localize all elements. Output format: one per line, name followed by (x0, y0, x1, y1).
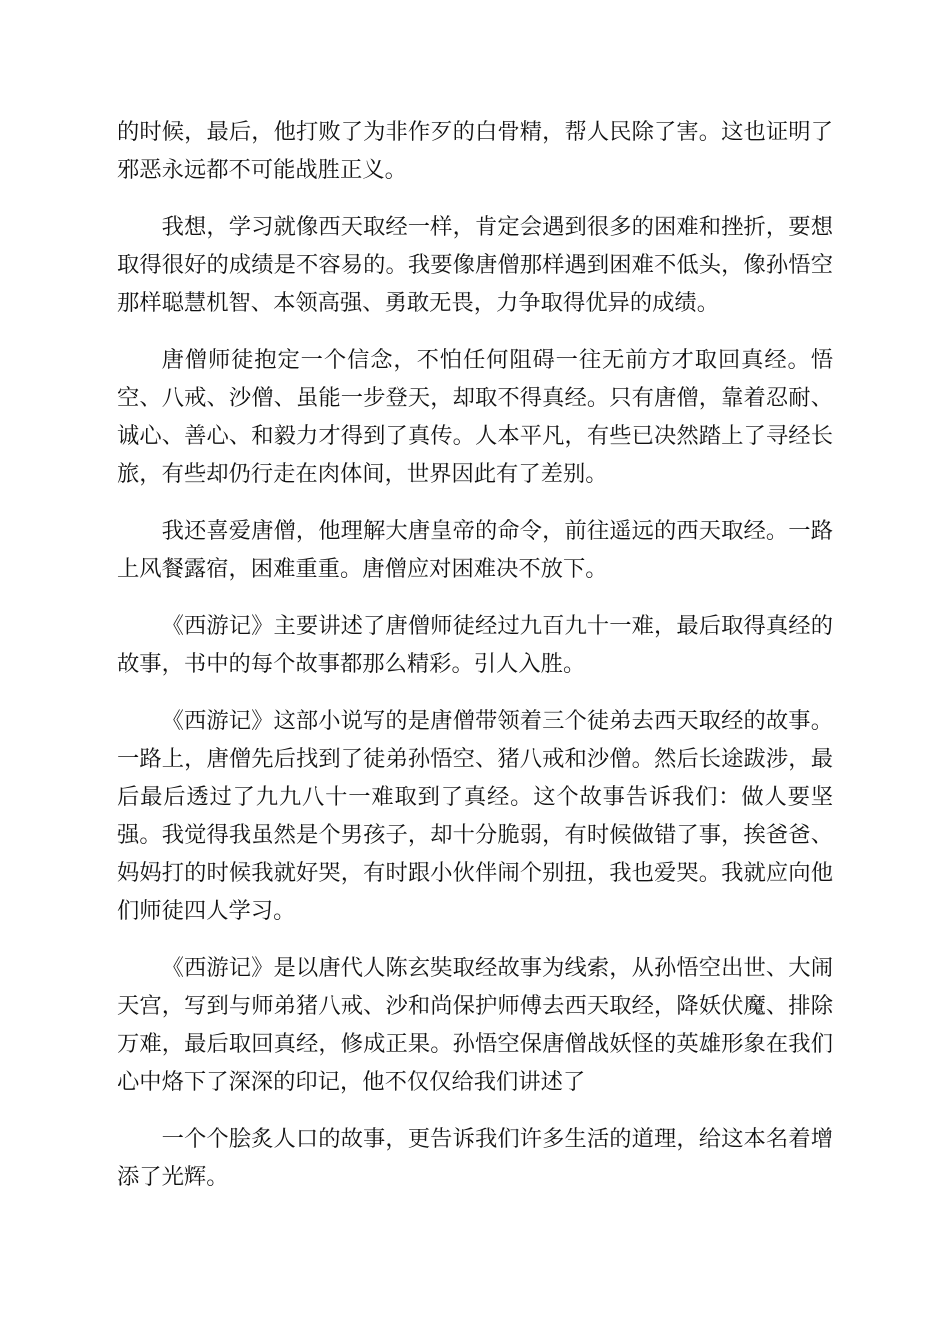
paragraph: 我想，学习就像西天取经一样，肯定会遇到很多的困难和挫折，要想取得很好的成绩是不容易的。我要像唐僧那样遇到困难不低头，像孙悟空那样聪慧机智、本领高强、勇敢无畏，力争取得优异的成绩。 (117, 214, 833, 316)
paragraph-continuation: 的时候，最后，他打败了为非作歹的白骨精，帮人民除了害。这也证明了邪恶永远都不可能战胜正义。 (117, 119, 833, 183)
paragraph: 《西游记》主要讲述了唐僧师徒经过九百九十一难，最后取得真经的故事，书中的每个故事都那么精彩。引人入胜。 (117, 613, 833, 677)
paragraph: 《西游记》这部小说写的是唐僧带领着三个徒弟去西天取经的故事。一路上，唐僧先后找到了徒弟孙悟空、猪八戒和沙僧。然后长途跋涉，最后最后透过了九九八十一难取到了真经。这个故事告诉我们：做人要坚强。我觉得我虽然是个男孩子，却十分脆弱，有时候做错了事，挨爸爸、妈妈打的时候我就好哭，有时跟小伙伴闹个别扭，我也爱哭。我就应向他们师徒四人学习。 (117, 708, 833, 924)
document-page (117, 113, 833, 1215)
paragraph: 我还喜爱唐僧，他理解大唐皇帝的命令，前往遥远的西天取经。一路上风餐露宿，困难重重。唐僧应对困难决不放下。 (117, 518, 833, 582)
paragraph: 《西游记》是以唐代人陈玄奘取经故事为线索，从孙悟空出世、大闹天宫，写到与师弟猪八戒、沙和尚保护师傅去西天取经，降妖伏魔、排除万难，最后取回真经，修成正果。孙悟空保唐僧战妖怪的英雄形象在我们心中烙下了深深的印记，他不仅仅给我们讲述了 (117, 955, 833, 1095)
paragraph: 唐僧师徒抱定一个信念，不怕任何阻碍一往无前方才取回真经。悟空、八戒、沙僧、虽能一步登天，却取不得真经。只有唐僧，靠着忍耐、诚心、善心、和毅力才得到了真传。人本平凡，有些已决然踏上了寻经长旅，有些却仍行走在肉体间，世界因此有了差别。 (117, 347, 833, 487)
paragraph: 一个个脍炙人口的故事，更告诉我们许多生活的道理，给这本名着增添了光辉。 (117, 1126, 833, 1190)
